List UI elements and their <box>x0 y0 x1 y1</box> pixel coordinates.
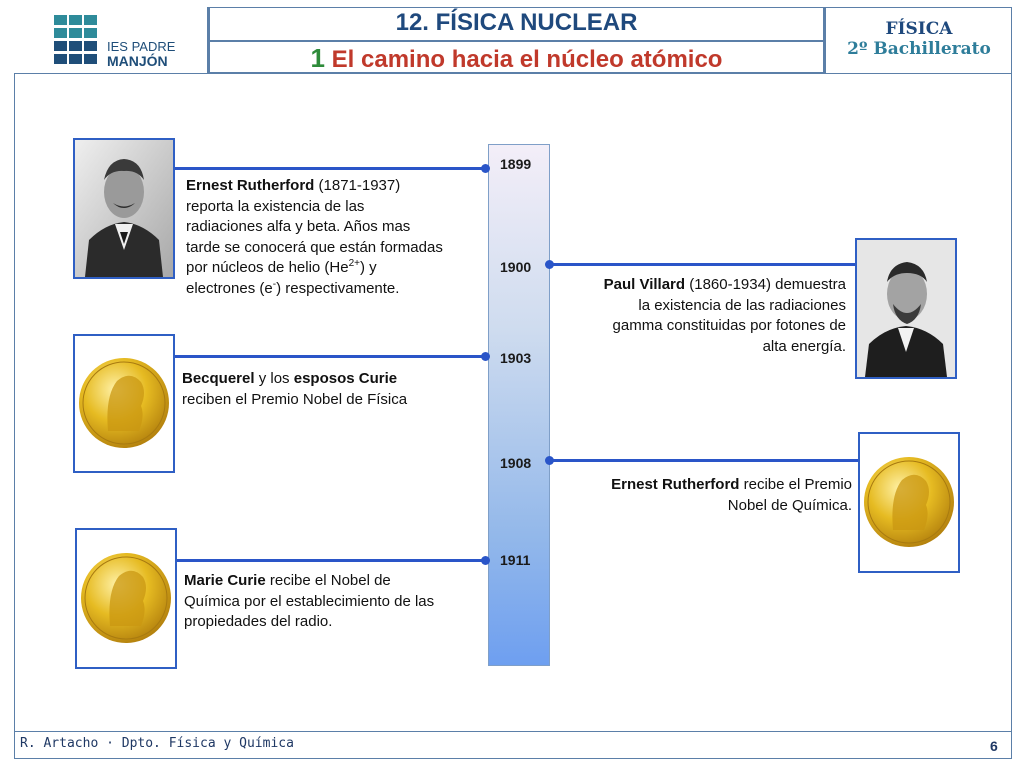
footer-divider <box>14 731 1012 732</box>
nobel-medal-1911 <box>75 528 177 669</box>
timeline-dot-1903 <box>481 352 490 361</box>
timeline-dot-1911 <box>481 556 490 565</box>
connector-1900 <box>552 263 857 266</box>
event-name-becquerel: Becquerel <box>182 370 255 387</box>
event-1911-line2: Química por el establecimiento de las <box>184 592 435 610</box>
event-1911-line3: propiedades del radio. <box>184 613 333 630</box>
course-label: 2º Bachillerato <box>847 39 991 59</box>
event-1899-line4a: por núcleos de helio (He <box>186 259 349 276</box>
event-name-rutherford-1908: Ernest Rutherford <box>611 476 740 493</box>
event-name-marie-curie: Marie Curie <box>184 572 266 589</box>
year-label-1903: 1903 <box>500 350 532 366</box>
event-1903-conjunction: y los <box>254 370 294 387</box>
event-text-1899 <box>186 176 486 299</box>
section-title: El camino hacia el núcleo atómico <box>331 46 723 73</box>
event-text-1908 <box>560 475 852 516</box>
logo-text-line1: IES PADRE <box>107 39 176 54</box>
connector-1908 <box>552 459 860 462</box>
event-1900-line4: alta energía. <box>762 337 846 355</box>
helium-charge: 2+ <box>348 258 361 269</box>
timeline-dot-1908 <box>545 456 554 465</box>
footer-author: R. Artacho · Dpto. Física y Química <box>20 736 294 751</box>
nobel-medal-1903 <box>73 334 175 473</box>
timeline-dot-1900 <box>545 260 554 269</box>
event-1900-line1: (1860-1934) demuestra <box>685 276 846 293</box>
subject-box <box>825 7 1012 74</box>
event-1903-line2: reciben el Premio Nobel de Física <box>182 390 408 408</box>
subject-label: FÍSICA <box>885 19 953 39</box>
timeline-bar <box>488 144 550 666</box>
section-number: 1 <box>310 43 325 73</box>
connector-1903 <box>174 355 484 358</box>
electron-charge: - <box>272 278 277 290</box>
event-1899-line4b: ) y <box>360 259 377 276</box>
school-logo <box>14 7 208 74</box>
event-name-villard: Paul Villard <box>603 276 686 293</box>
event-1900-line3: gamma constituidas por fotones de <box>612 317 846 334</box>
logo-text-line2: MANJÓN <box>107 53 168 69</box>
year-label-1900: 1900 <box>500 259 532 275</box>
page-number: 6 <box>990 738 998 754</box>
event-1899-line5b: ) respectivamente. <box>276 279 400 297</box>
event-dates-rutherford: (1871-1937) <box>314 177 401 194</box>
nobel-medal-1908 <box>858 432 960 573</box>
event-text-1903 <box>182 369 482 410</box>
event-1908-line1: recibe el Premio <box>739 476 852 493</box>
event-text-1900 <box>560 275 846 357</box>
section-title-box <box>208 40 825 74</box>
event-name-rutherford: Ernest Rutherford <box>186 177 315 194</box>
timeline-dot-1899 <box>481 164 490 173</box>
event-text-1911 <box>184 571 484 633</box>
year-label-1899: 1899 <box>500 156 532 172</box>
event-name-curies: esposos Curie <box>293 370 398 387</box>
connector-1899 <box>174 167 484 170</box>
event-1899-line1: reporta la existencia de las <box>186 197 365 215</box>
event-1911-line1: recibe el Nobel de <box>265 572 391 589</box>
unit-title: 12. FÍSICA NUCLEAR <box>395 9 638 36</box>
year-label-1908: 1908 <box>500 455 532 471</box>
villard-portrait <box>855 238 957 379</box>
event-1899-line5a: electrones (e <box>186 279 273 297</box>
event-1900-line2: la existencia de las radiaciones <box>638 296 846 314</box>
connector-1911 <box>174 559 484 562</box>
event-1899-line2: radiaciones alfa y beta. Años mas <box>186 218 411 235</box>
year-label-1911: 1911 <box>500 552 531 568</box>
event-1908-line2: Nobel de Química. <box>727 496 852 514</box>
rutherford-portrait <box>73 138 175 279</box>
event-1899-line3: tarde se conocerá que están formadas <box>186 238 443 256</box>
unit-title-box <box>208 7 825 42</box>
